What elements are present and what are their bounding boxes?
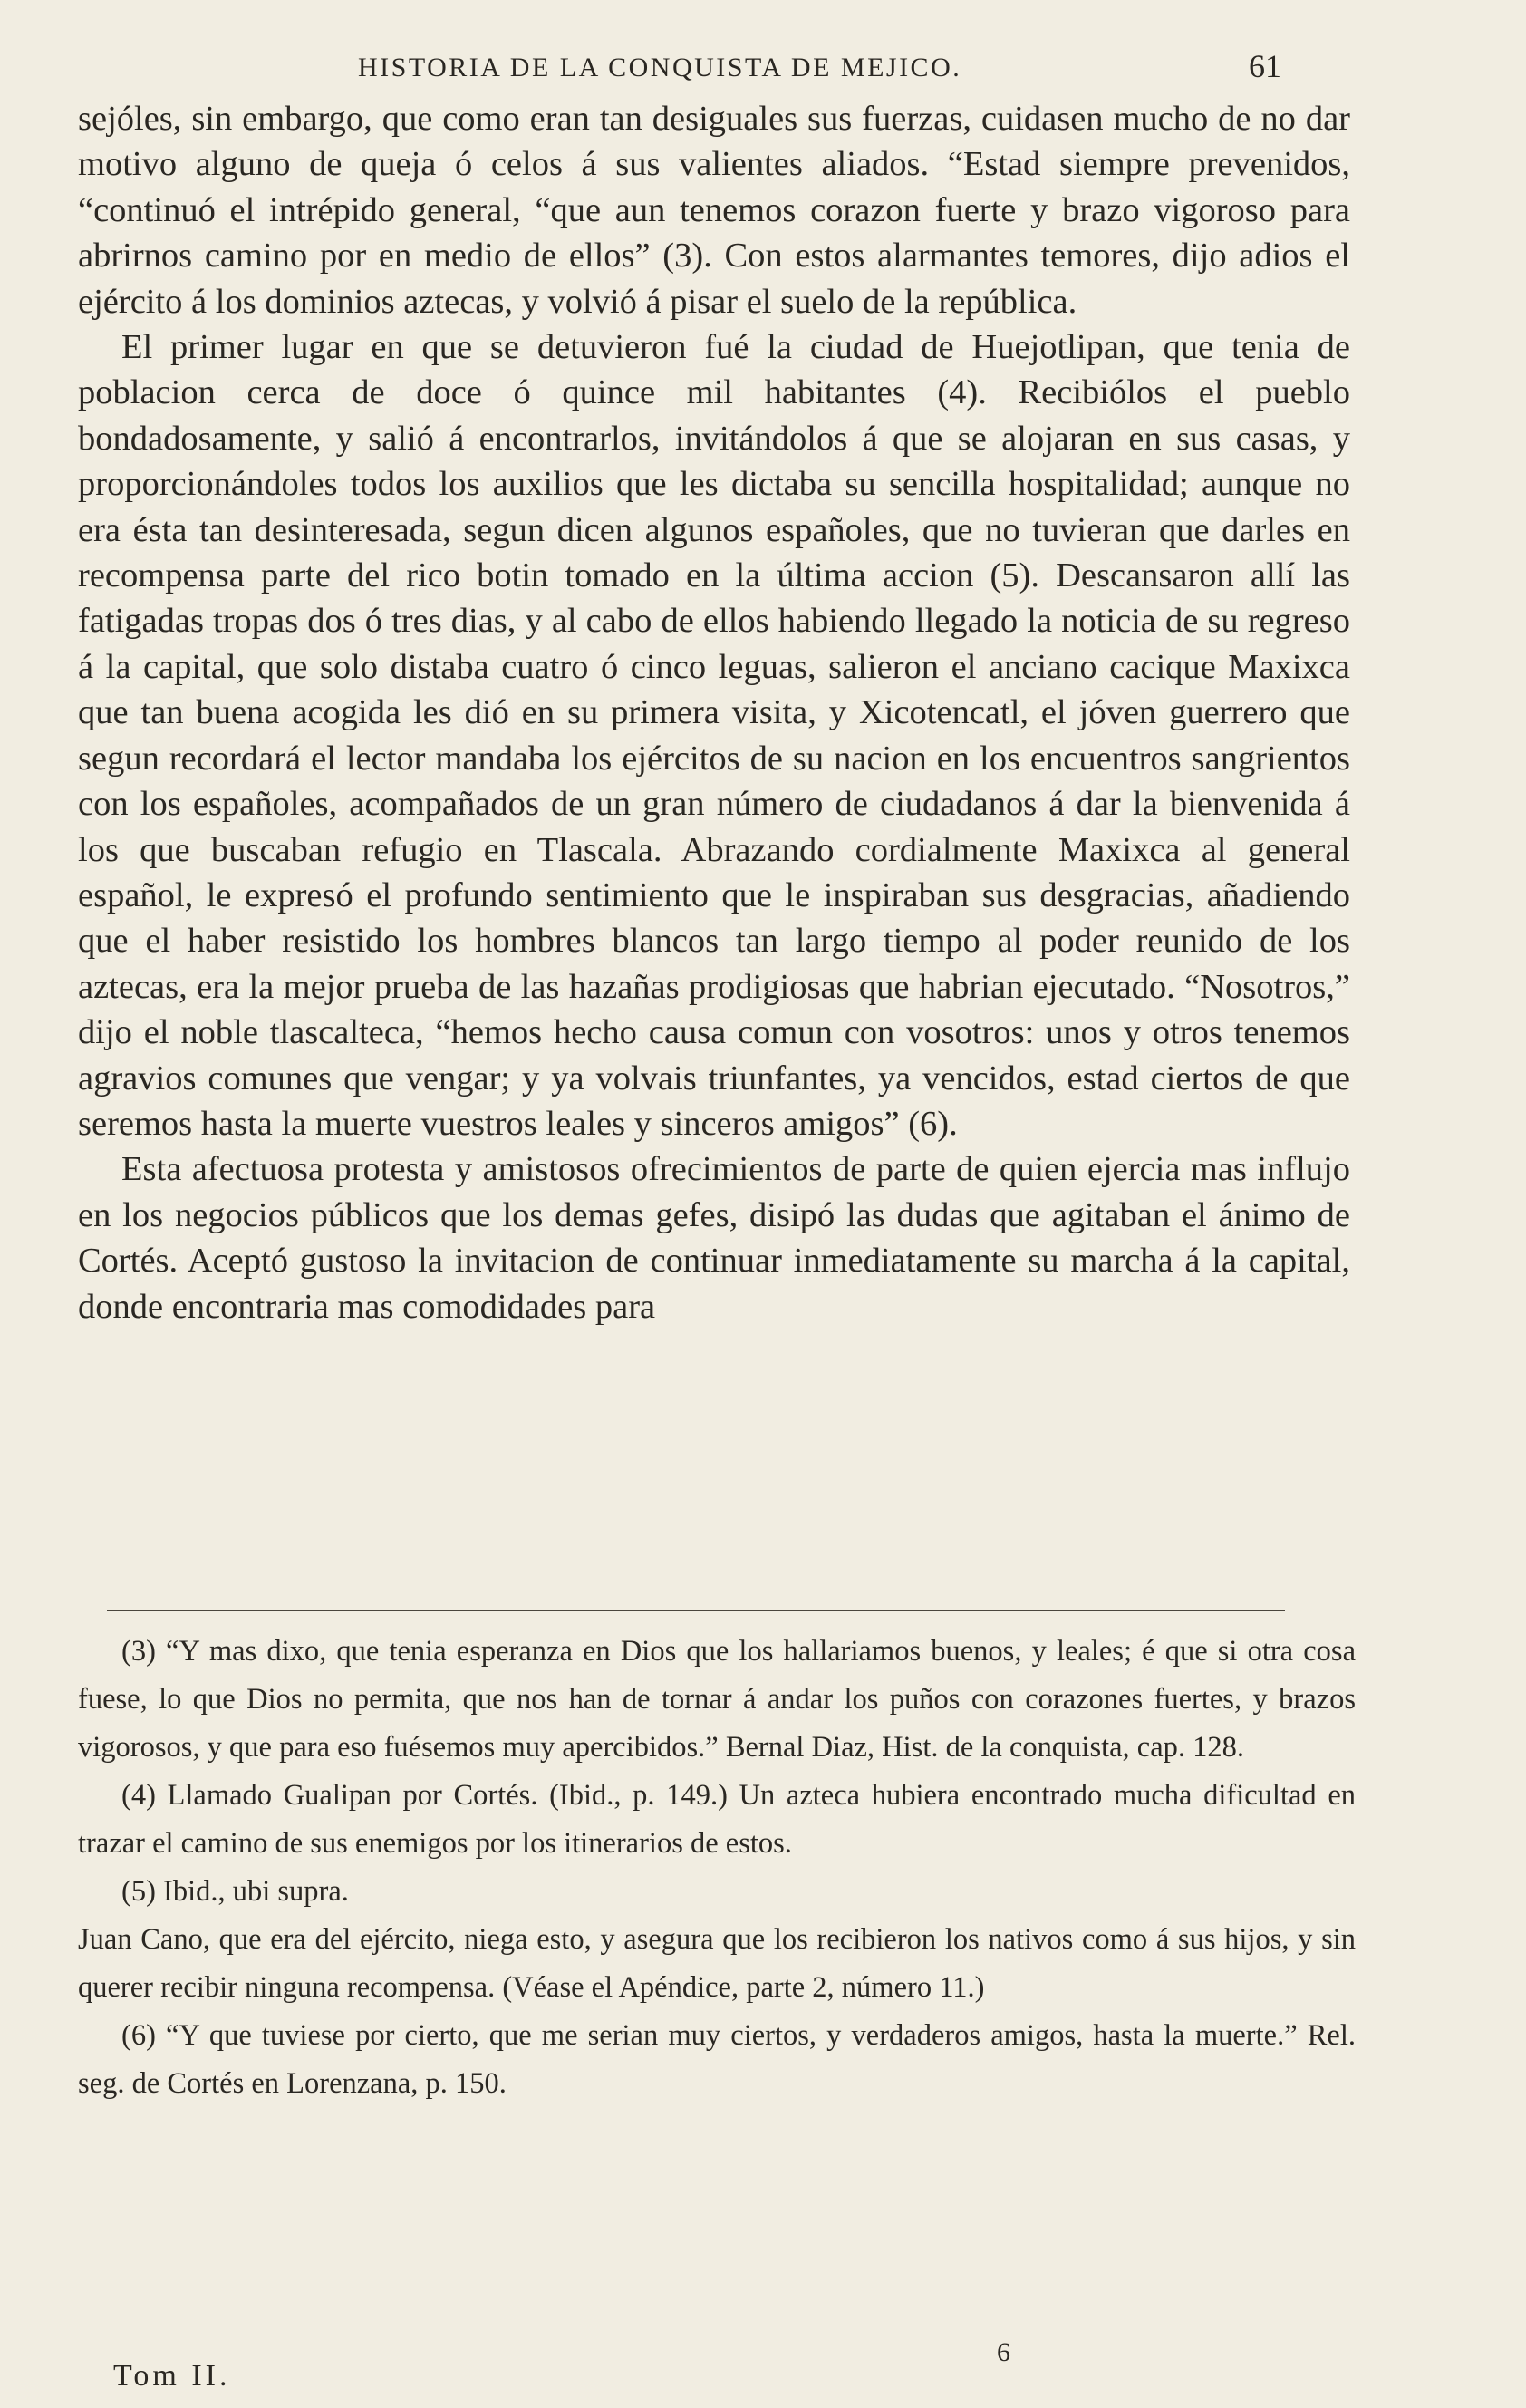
footnote-3: (3) “Y mas dixo, que tenia esperanza en Dios que los hallariamos buenos, y leales; é que si otra cosa fuese, lo que Dios no permita, que nos han de tornar á andar los puños con corazones fuertes, y brazos vigorosos, y que para eso fuésemos muy apercibidos.” Bernal Diaz, Hist. de la conquista, cap. 128. xyxy=(78,1635,1356,1764)
footnote-5: (5) Ibid., ubi supra. xyxy=(121,1875,349,1908)
page-number: 61 xyxy=(1249,48,1281,84)
footnote-divider xyxy=(107,1610,1285,1611)
running-title: HISTORIA DE LA CONQUISTA DE MEJICO. xyxy=(358,53,962,82)
paragraph: El primer lugar en que se detuvieron fué la ciudad de Huejotlipan, que tenia de poblacion cerca de doce ó quince mil habitantes (4). Recibiólos el pueblo bondadosamente, y salió á encontrarlos, invitándolos á que se alojaran en sus casas, y proporcionándoles todos los auxilios que les dictaba su sencilla hospitalidad; aunque no era ésta tan desinteresada, segun dicen algunos españoles, que no tuvieran que darles en recompensa parte del rico botin tomado en la última accion (5). Descansaron allí las fatigadas tropas dos ó tres dias, y al cabo de ellos habiendo llegado la noticia de su regreso á la capital, que solo distaba cuatro ó cinco leguas, salieron el anciano cacique Maxixca que tan buena acogida les dió en su primera visita, y Xicotencatl, el jóven guerrero que segun recordará el lector mandaba los ejércitos de su nacion en los encuentros sangrientos con los españoles, acompañados de un gran número de ciudadanos á dar la bienvenida á los que buscaban refugio en Tlascala. Abrazando cordialmente Maxixca al general español, le expresó el profundo sentimiento que le inspiraban sus desgracias, añadiendo que el haber resistido los hombres blancos tan largo tiempo al poder reunido de los aztecas, era la mejor prueba de las hazañas prodigiosas que habrian ejecutado. “Nosotros,” dijo el noble tlascalteca, “hemos hecho causa comun con vosotros: unos y otros tenemos agravios comunes que vengar; y ya volvais triunfantes, ya vencidos, estad ciertos de que seremos hasta la muerte vuestros leales y sinceros amigos” (6). xyxy=(78,328,1350,1143)
signature-line xyxy=(113,2337,1019,2399)
running-head xyxy=(0,47,1526,92)
footnote-5-continuation: Juan Cano, que era del ejército, niega esto, y asegura que los recibieron los nativos como á sus hijos, y sin querer recibir ninguna recompensa. (Véase el Apéndice, parte 2, número 11.) xyxy=(78,1923,1356,2004)
footnote-6: (6) “Y que tuviese por cierto, que me serian muy ciertos, y verdaderos amigos, hasta la muerte.” Rel. seg. de Cortés en Lorenzana, p. 150. xyxy=(78,2019,1356,2100)
footnotes xyxy=(78,1628,1356,2108)
signature-mark: 6 xyxy=(997,2337,1010,2367)
footnote-4: (4) Llamado Gualipan por Cortés. (Ibid., p. 149.) Un azteca hubiera encontrado mucha dificultad en trazar el camino de sus enemigos por los itinerarios de estos. xyxy=(78,1779,1356,1860)
paragraph: Esta afectuosa protesta y amistosos ofrecimientos de parte de quien ejercia mas influjo en los negocios públicos que los demas gefes, disipó las dudas que agitaban el ánimo de Cortés. Aceptó gustoso la invitacion de continuar inmediatamente su marcha á la capital, donde encontraria mas comodidades para xyxy=(78,1150,1350,1326)
volume-label: Tom II. xyxy=(113,2359,231,2393)
main-text xyxy=(78,96,1350,1330)
paragraph: sejóles, sin embargo, que como eran tan desiguales sus fuerzas, cuidasen mucho de no dar motivo alguno de queja ó celos á sus valientes aliados. “Estad siempre prevenidos, “continuó el intrépido general, “que aun tenemos corazon fuerte y brazo vigoroso para abrirnos camino por en medio de ellos” (3). Con estos alarmantes temores, dijo adios el ejército á los dominios aztecas, y volvió á pisar el suelo de la república. xyxy=(78,100,1350,321)
